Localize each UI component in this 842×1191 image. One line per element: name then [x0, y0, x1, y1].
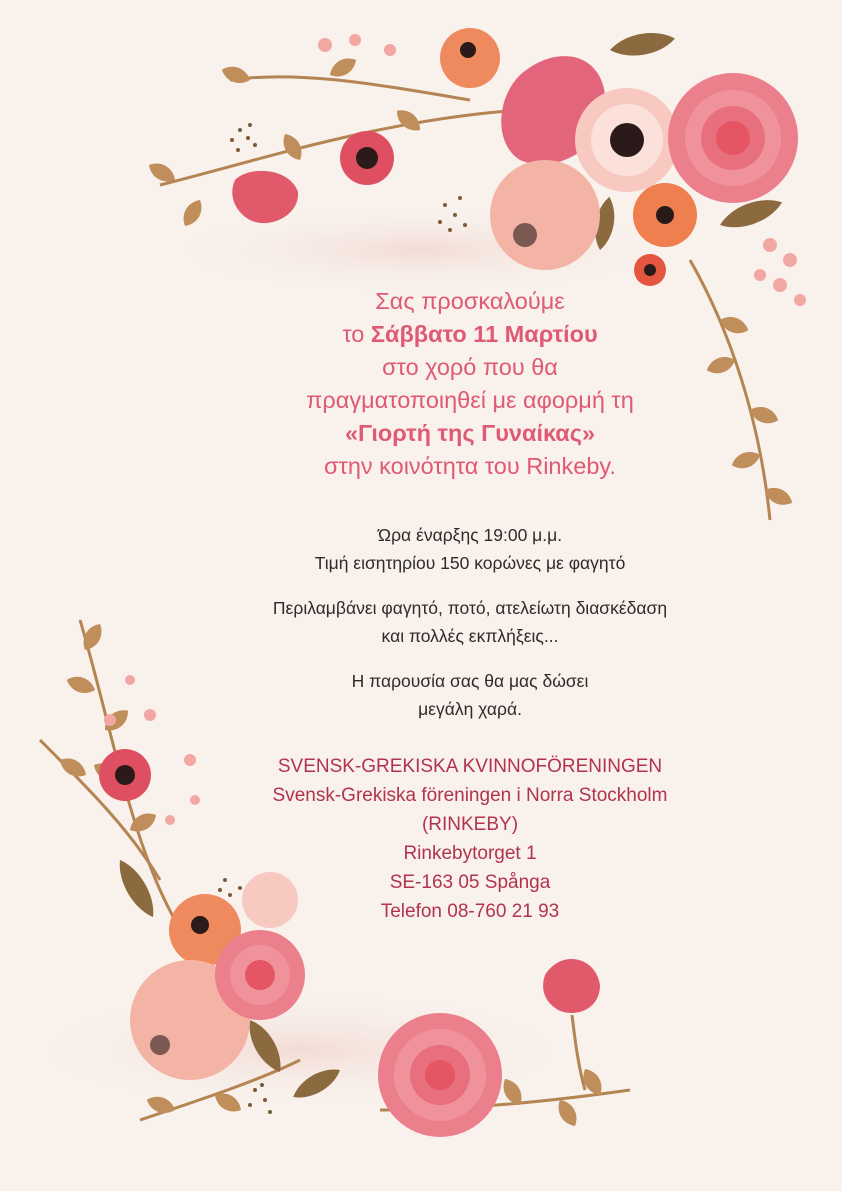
organizer-name: SVENSK-GREKISKA KVINNOFÖRENINGEN: [277, 756, 663, 777]
invitation-line-4: πραγματοποιηθεί με αφορμή τη: [306, 387, 634, 413]
organizer-area: (RINKEBY): [421, 814, 519, 835]
event-includes: [160, 594, 780, 650]
invitation-date: Σάββατο 11 Μαρτίου: [370, 321, 598, 347]
includes-line-1: Περιλαμβάνει φαγητό, ποτό, ατελείωτη διασκέδαση: [272, 598, 668, 618]
organizer-street: Rinkebytorget 1: [403, 843, 537, 864]
start-time: Ώρα έναρξης 19:00 μ.μ.: [377, 525, 563, 545]
includes-line-2: και πολλές εκπλήξεις...: [381, 626, 559, 646]
closing-line-1: Η παρουσία σας θα μας δώσει: [351, 671, 589, 691]
closing-message: [160, 667, 780, 723]
organizer-association: Svensk-Grekiska föreningen i Norra Stockholm: [272, 785, 668, 806]
organizer-phone: Telefon 08-760 21 93: [380, 901, 560, 922]
organizer-postal: SE-163 05 Spånga: [389, 872, 551, 893]
organizer-block: [160, 752, 780, 926]
invitation-line-2-prefix: το: [342, 321, 371, 347]
closing-line-2: μεγάλη χαρά.: [418, 699, 522, 719]
event-time-price: [160, 521, 780, 577]
invitation-line-3: στο χορό που θα: [382, 354, 558, 380]
invitation-line-2: [160, 318, 780, 351]
invitation-line-6: στην κοινότητα του Rinkeby.: [324, 453, 616, 479]
invitation-line-1: Σας προσκαλούμε: [375, 288, 565, 314]
invitation-line-5: [160, 417, 780, 450]
ticket-price: Τιμή εισητηρίου 150 κορώνες με φαγητό: [314, 553, 626, 573]
invitation-text: [160, 285, 780, 483]
event-name: «Γιορτή της Γυναίκας»: [344, 420, 596, 446]
